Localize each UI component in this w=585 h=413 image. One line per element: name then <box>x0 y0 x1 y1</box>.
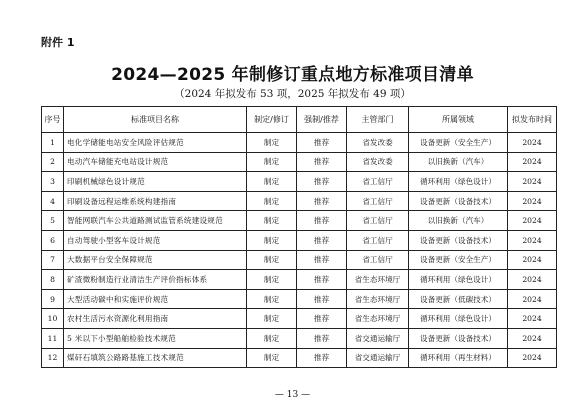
cell-type: 制定 <box>247 230 297 250</box>
cell-type: 制定 <box>247 348 297 368</box>
cell-type: 制定 <box>247 172 297 192</box>
cell-name: 电动汽车储能充电站设计规范 <box>64 152 247 172</box>
cell-release-time: 2024 <box>508 348 557 368</box>
cell-field: 循环利用（再生材料） <box>409 348 508 368</box>
cell-department: 省工信厅 <box>347 191 409 211</box>
cell-release-time: 2024 <box>508 211 557 231</box>
header-name: 标准项目名称 <box>64 107 247 133</box>
cell-field: 设备更新（设备技术） <box>409 328 508 348</box>
cell-mandatory: 推荐 <box>297 211 347 231</box>
cell-index: 6 <box>42 230 64 250</box>
cell-field: 循环利用（绿色设计） <box>409 270 508 290</box>
cell-release-time: 2024 <box>508 133 557 153</box>
cell-department: 省工信厅 <box>347 172 409 192</box>
cell-index: 4 <box>42 191 64 211</box>
document-subtitle: （2024 年拟发布 53 项，2025 年拟发布 49 项） <box>174 88 411 100</box>
cell-mandatory: 推荐 <box>297 289 347 309</box>
cell-field: 设备更新（设备技术） <box>409 191 508 211</box>
cell-name: 自动驾驶小型客车设计规范 <box>64 230 247 250</box>
cell-department: 省发改委 <box>347 133 409 153</box>
cell-department: 省生态环境厅 <box>347 309 409 329</box>
cell-name: 农村生活污水资源化利用指南 <box>64 309 247 329</box>
cell-index: 2 <box>42 152 64 172</box>
cell-field: 设备更新（设备技术） <box>409 230 508 250</box>
cell-department: 省交通运输厅 <box>347 348 409 368</box>
cell-name: 印刷机械绿色设计规范 <box>64 172 247 192</box>
cell-release-time: 2024 <box>508 191 557 211</box>
cell-type: 制定 <box>247 309 297 329</box>
cell-field: 以旧换新（汽车） <box>409 211 508 231</box>
cell-name: 电化学储能电站安全风险评估规范 <box>64 133 247 153</box>
cell-department: 省发改委 <box>347 152 409 172</box>
header-type: 制定/修订 <box>247 107 297 133</box>
table-row <box>42 348 557 368</box>
cell-type: 制定 <box>247 152 297 172</box>
page-number: — 13 — <box>274 390 311 400</box>
cell-type: 制定 <box>247 250 297 270</box>
cell-type: 制定 <box>247 133 297 153</box>
cell-type: 制定 <box>247 191 297 211</box>
cell-release-time: 2024 <box>508 328 557 348</box>
cell-type: 制定 <box>247 289 297 309</box>
cell-field: 设备更新（低碳技术） <box>409 289 508 309</box>
cell-index: 1 <box>42 133 64 153</box>
cell-index: 11 <box>42 328 64 348</box>
cell-release-time: 2024 <box>508 250 557 270</box>
cell-field: 设备更新（安全生产） <box>409 133 508 153</box>
header-index: 序号 <box>42 107 64 133</box>
table-row <box>42 191 557 211</box>
cell-mandatory: 推荐 <box>297 172 347 192</box>
cell-department: 省生态环境厅 <box>347 289 409 309</box>
cell-type: 制定 <box>247 270 297 290</box>
cell-department: 省生态环境厅 <box>347 270 409 290</box>
cell-name: 矿渣微粉制造行业清洁生产评价指标体系 <box>64 270 247 290</box>
cell-name: 煤矸石填筑公路路基施工技术规范 <box>64 348 247 368</box>
header-field: 所属领域 <box>409 107 508 133</box>
cell-field: 以旧换新（汽车） <box>409 152 508 172</box>
cell-index: 9 <box>42 289 64 309</box>
header-department: 主管部门 <box>347 107 409 133</box>
cell-release-time: 2024 <box>508 309 557 329</box>
cell-mandatory: 推荐 <box>297 348 347 368</box>
cell-mandatory: 推荐 <box>297 270 347 290</box>
cell-department: 省交通运输厅 <box>347 328 409 348</box>
cell-field: 循环利用（绿色设计） <box>409 309 508 329</box>
cell-department: 省工信厅 <box>347 230 409 250</box>
cell-index: 7 <box>42 250 64 270</box>
cell-name: 印刷设备远程运维系统构建指南 <box>64 191 247 211</box>
document-title: 2024—2025 年制修订重点地方标准项目清单 <box>111 65 474 85</box>
table-row <box>42 328 557 348</box>
table-row <box>42 230 557 250</box>
standards-table <box>41 106 557 368</box>
cell-type: 制定 <box>247 328 297 348</box>
header-release-time: 拟发布时间 <box>508 107 557 133</box>
cell-mandatory: 推荐 <box>297 133 347 153</box>
cell-name: 大型活动碳中和实施评价规范 <box>64 289 247 309</box>
cell-release-time: 2024 <box>508 289 557 309</box>
cell-release-time: 2024 <box>508 172 557 192</box>
cell-department: 省工信厅 <box>347 211 409 231</box>
cell-release-time: 2024 <box>508 270 557 290</box>
cell-field: 设备更新（安全生产） <box>409 250 508 270</box>
table-row <box>42 250 557 270</box>
table-row <box>42 133 557 153</box>
cell-mandatory: 推荐 <box>297 328 347 348</box>
cell-release-time: 2024 <box>508 230 557 250</box>
table-row <box>42 172 557 192</box>
cell-name: 智能网联汽车公共道路测试监管系统建设规范 <box>64 211 247 231</box>
cell-mandatory: 推荐 <box>297 250 347 270</box>
cell-mandatory: 推荐 <box>297 309 347 329</box>
cell-index: 3 <box>42 172 64 192</box>
cell-index: 5 <box>42 211 64 231</box>
cell-name: 大数据平台安全保障规范 <box>64 250 247 270</box>
cell-department: 省工信厅 <box>347 250 409 270</box>
cell-mandatory: 推荐 <box>297 191 347 211</box>
cell-index: 10 <box>42 309 64 329</box>
table-row <box>42 289 557 309</box>
cell-mandatory: 推荐 <box>297 152 347 172</box>
table-row <box>42 211 557 231</box>
cell-index: 12 <box>42 348 64 368</box>
cell-mandatory: 推荐 <box>297 230 347 250</box>
cell-release-time: 2024 <box>508 152 557 172</box>
table-row <box>42 309 557 329</box>
table-row <box>42 152 557 172</box>
cell-name: 5 米以下小型船舶检验技术规范 <box>64 328 247 348</box>
header-mandatory: 强制/推荐 <box>297 107 347 133</box>
cell-type: 制定 <box>247 211 297 231</box>
table-header-row <box>42 107 557 133</box>
attachment-label: 附件 1 <box>41 36 75 49</box>
cell-index: 8 <box>42 270 64 290</box>
table-row <box>42 270 557 290</box>
cell-field: 循环利用（绿色设计） <box>409 172 508 192</box>
